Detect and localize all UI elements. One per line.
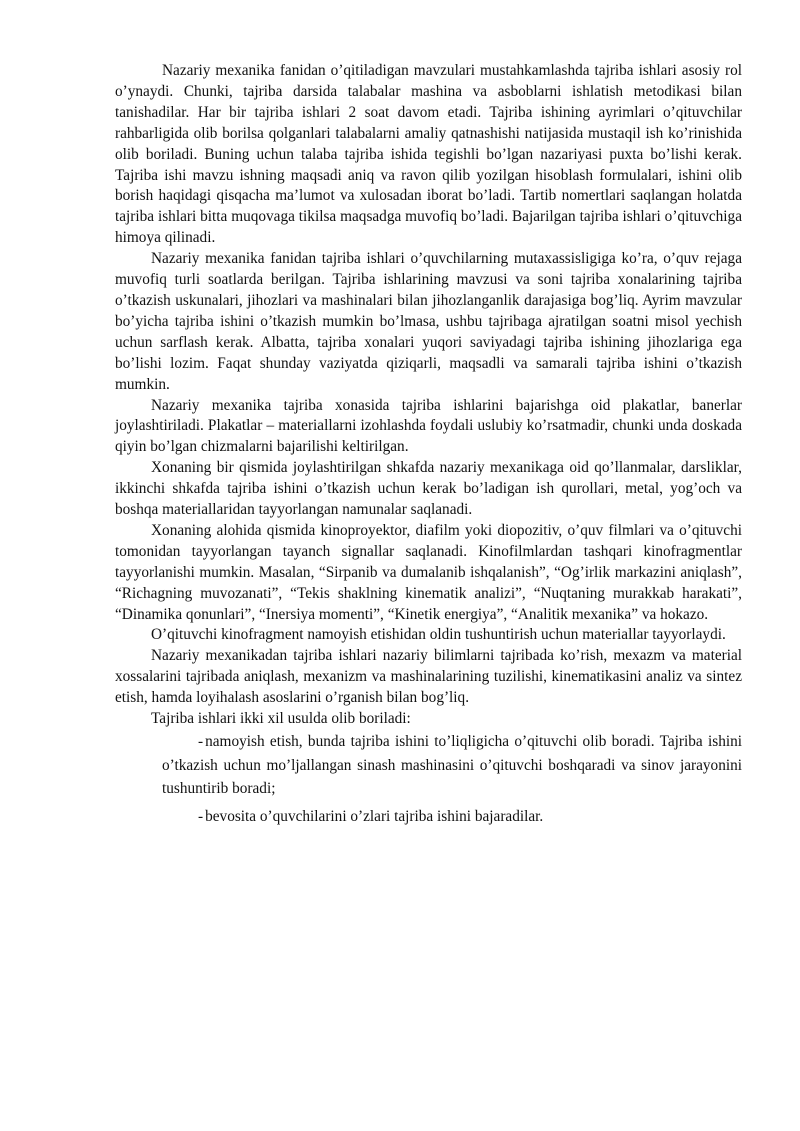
list-item-text: bevosita o’quvchilarini o’zlari tajriba ishini bajaradilar. [205, 807, 544, 825]
paragraph: Nazariy mexanika tajriba xonasida tajriba ishlarini bajarishga oid plakatlar, banerlar joylashtiriladi. Plakatlar – materiallarni izohlashda foydali uslubiy ko’rsatmadir, chunki unda doskada qiyin bo’lgan chizmalarni bajarilishi keltirilgan. [115, 396, 742, 456]
paragraph: Nazariy mexanikadan tajriba ishlari nazariy bilimlarni tajribada ko’rish, mexazm va material xossalarini tajribada aniqlash, mexanizm va mashinalarining tuzilishi, kinematikasini analiz va sintez etish, hamda loyihalash asoslarini o’rganish bilan bog’liq. [115, 647, 742, 707]
list-dash: - [198, 807, 204, 825]
list-item [162, 730, 742, 801]
paragraph: Xonaning alohida qismida kinoproyektor, diafilm yoki diopozitiv, o’quv filmlari va o’qituvchi tomonidan tayyorlangan tayanch signallar saqlanadi. Kinofilmlardan tashqari kinofragmentlar tayyorlanishi mumkin. Masalan, “Sirpanib va dumalanib ishqalanish”, “Og’irlik markazini aniqlash”, “Richagning muvozanati”, “Tekis shaklning kinematik analizi”, “Nuqtaning murakkab harakati”, “Dinamika qonunlari”, “Inersiya momenti”, “Kinetik energiya”, “Analitik mexanika” va hokazo. [115, 521, 742, 623]
list-item [162, 805, 742, 829]
list-item-text: namoyish etish, bunda tajriba ishini to’liqligicha o’qituvchi olib boradi. Tajriba ishini o’tkazish uchun mo’ljallangan sinash mashinasini o’qituvchi boshqaradi va sinov jarayonini tushuntirib boradi; [162, 733, 742, 797]
paragraph: Nazariy mexanika fanidan o’qitiladigan mavzulari mustahkamlashda tajriba ishlari asosiy rol o’ynaydi. Chunki, tajriba darsida talabalar mashina va asboblarni ishlatish metodikasi bilan tanishadilar. Har bir tajriba ishlari 2 soat davom etadi. Tajriba ishining ayrimlari o’qituvchilar rahbarligida olib borilsa qolganlari talabalarni amaliy qatnashishi natijasida mustaqil ish ko’rinishida olib boriladi. Buning uchun talaba tajriba ishida tegishli bo’lgan nazariyasi puxta bo’lishi kerak. Tajriba ishi mavzu ishning maqsadi aniq va ravon qilib yozilgan hisoblash formulalari, ishini olib borish haqidagi qisqacha ma’lumot va xulosadan iborat bo’ladi. Tartib nomertlari saqlangan holatda tajriba ishlari bitta muqovaga tikilsa maqsadga muvofiq bo’ladi. Bajarilgan tajriba ishlari o’qituvchiga himoya qilinadi. [115, 62, 742, 247]
paragraph: Xonaning bir qismida joylashtirilgan shkafda nazariy mexanikaga oid qo’llanmalar, darsliklar, ikkinchi shkafda tajriba ishini o’tkazish uchun kerak bo’ladigan ish qurollari, metal, yog’och va boshqa materiallaridan tayyorlangan namunalar saqlanadi. [115, 459, 742, 519]
paragraph: Tajriba ishlari ikki xil usulda olib boriladi: [151, 710, 411, 728]
paragraph: O’qituvchi kinofragment namoyish etishidan oldin tushuntirish uchun materiallar tayyorlaydi. [151, 626, 726, 644]
list-dash: - [198, 733, 204, 750]
document-page [115, 61, 742, 828]
paragraph: Nazariy mexanika fanidan tajriba ishlari o’quvchilarning mutaxassisligiga ko’ra, o’quv rejaga muvofiq turli soatlarda berilgan. Tajriba ishlarining mavzusi va soni tajriba xonalarining tajriba o’tkazish uskunalari, jihozlari va mashinalari bilan jihozlanganlik darajasiga bog’liq. Ayrim mavzular bo’yicha tajriba ishini o’tkazish mumkin bo’lmasa, ushbu tajribaga ajratilgan soatni misol yechish uchun sarflash kerak. Albatta, tajriba xonalari yuqori saviyadagi tajriba ishining jihozlariga ega bo’lishi lozim. Faqat shunday vaziyatda qiziqarli, maqsadli va samarali tajriba ishini o’tkazish mumkin. [115, 250, 742, 393]
